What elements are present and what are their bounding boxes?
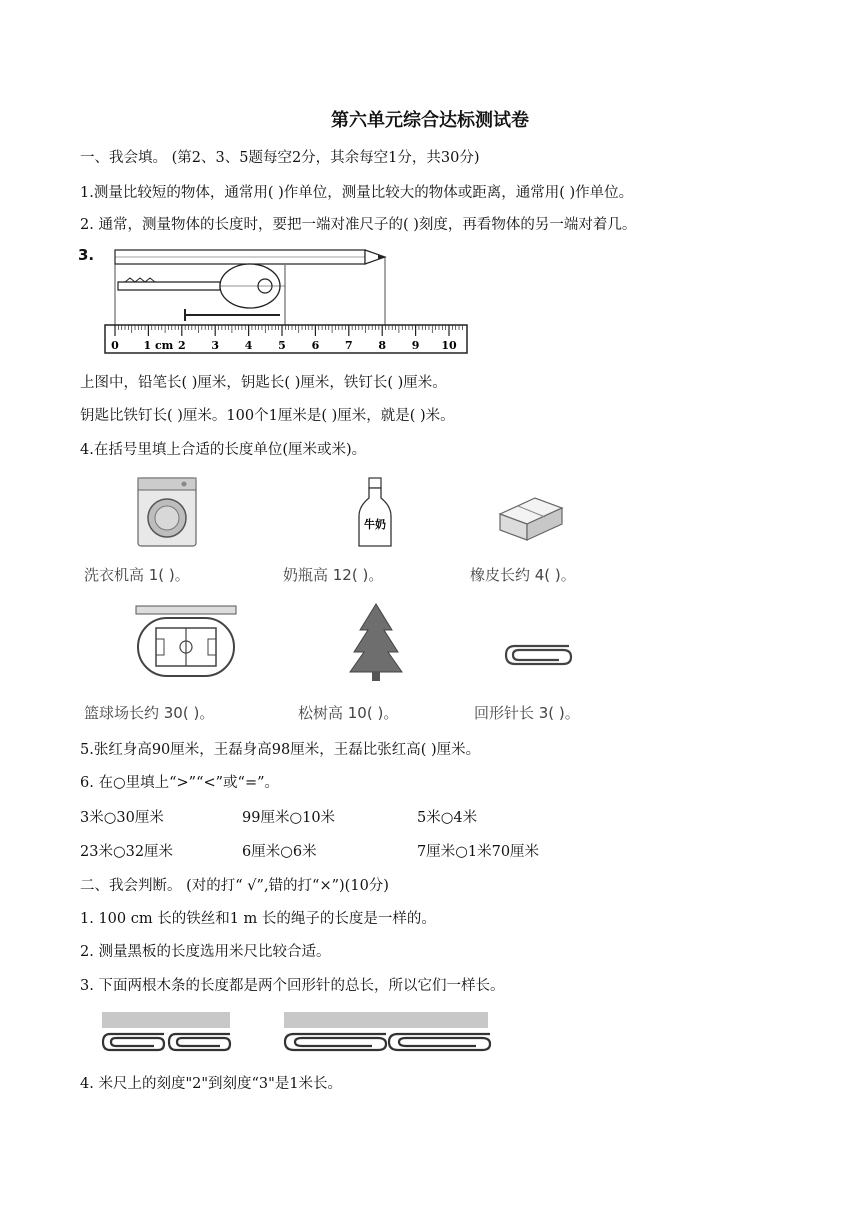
compare-item: 5米○4米 [417,810,478,826]
basketball-court-image [136,606,236,681]
ruler-tick-label: 8 [378,339,387,352]
question-2: 2. 通常，测量物体的长度时，要把一端对准尺子的( )刻度，再看物体的另一端对着几。 [80,217,637,233]
caption-milk-bottle: 奶瓶高 12( )。 [283,566,384,584]
ruler-tick-label: 4 [244,339,253,352]
judge-item-1: 1. 100 cm 长的铁丝和1 m 长的绳子的长度是一样的。 [80,911,436,927]
wood-strip-long [284,1012,488,1028]
compare-item: 6厘米○6米 [242,844,317,860]
compare-item: 3米○30厘米 [80,810,164,826]
question-3-line2: 钥匙比铁钉长( )厘米。100个1厘米是( )厘米，就是( )米。 [80,408,455,424]
wood-strips-illustration [100,1010,500,1056]
judge-item-3: 3. 下面两根木条的长度都是两个回形针的总长，所以它们一样长。 [80,978,505,994]
judge-item-2: 2. 测量黑板的长度选用米尺比较合适。 [80,944,331,960]
pencil-image [115,250,385,264]
caption-paper-clip: 回形针长 3( )。 [474,704,580,722]
eraser-image [490,484,570,544]
ruler-tick-label: 7 [344,339,353,352]
ruler-tick-label: 0 [111,339,119,352]
compare-item: 7厘米○1米70厘米 [417,844,540,860]
paper-clip-icon [389,1034,490,1050]
ruler-tick-label: 6 [311,339,320,352]
paper-clip-image [503,640,575,670]
ruler-tick-label: 9 [411,339,420,352]
ruler-tick-label: 10 [441,339,457,352]
compare-item: 99厘米○10米 [242,810,336,826]
milk-bottle-image [355,476,395,550]
nail-image [185,309,280,321]
judge-item-4: 4. 米尺上的刻度"2"到刻度“3"是1米长。 [80,1076,343,1092]
ruler-illustration [100,245,480,355]
ruler-tick-label: 2 [177,339,186,352]
ruler-tick-label: 5 [278,339,286,352]
paper-clip-icon [285,1034,386,1050]
caption-basketball-court: 篮球场长约 30( )。 [84,704,215,722]
washing-machine-image [136,476,198,548]
question-3-line1: 上图中，铅笔长( )厘米，钥匙长( )厘米，铁钉长( )厘米。 [80,375,447,391]
ruler-tick-label: 1 cm [143,339,174,352]
caption-washing-machine: 洗衣机高 1( )。 [84,566,190,584]
question-4: 4.在括号里填上合适的长度单位(厘米或米)。 [80,442,367,458]
question-5: 5.张红身高90厘米，王磊身高98厘米，王磊比张红高( )厘米。 [80,742,481,758]
compare-item: 23米○32厘米 [80,844,174,860]
ruler-tick-label: 3 [211,339,220,352]
caption-eraser: 橡皮长约 4( )。 [470,566,576,584]
caption-pine-tree: 松树高 10( )。 [298,704,399,722]
page-title: 第六单元综合达标测试卷 [331,110,529,131]
question-6: 6. 在○里填上“>”“<”或“=”。 [80,775,280,791]
section1-heading: 一、我会填。 (第2、3、5题每空2分，其余每空1分，共30分) [80,150,480,166]
question-1: 1.测量比较短的物体，通常用( )作单位，测量比较大的物体或距离，通常用( )作单位。 [80,185,634,201]
bottle-label: 牛奶 [364,518,386,531]
question-3-label: 3. [78,246,95,264]
pine-tree-image [348,602,404,682]
wood-strip-short [102,1012,230,1028]
paper-clip-icon [103,1034,164,1050]
paper-clip-icon [169,1034,230,1050]
key-image [118,264,285,308]
section2-heading: 二、我会判断。 (对的打“ √”,错的打“×”)(10分) [80,878,389,894]
